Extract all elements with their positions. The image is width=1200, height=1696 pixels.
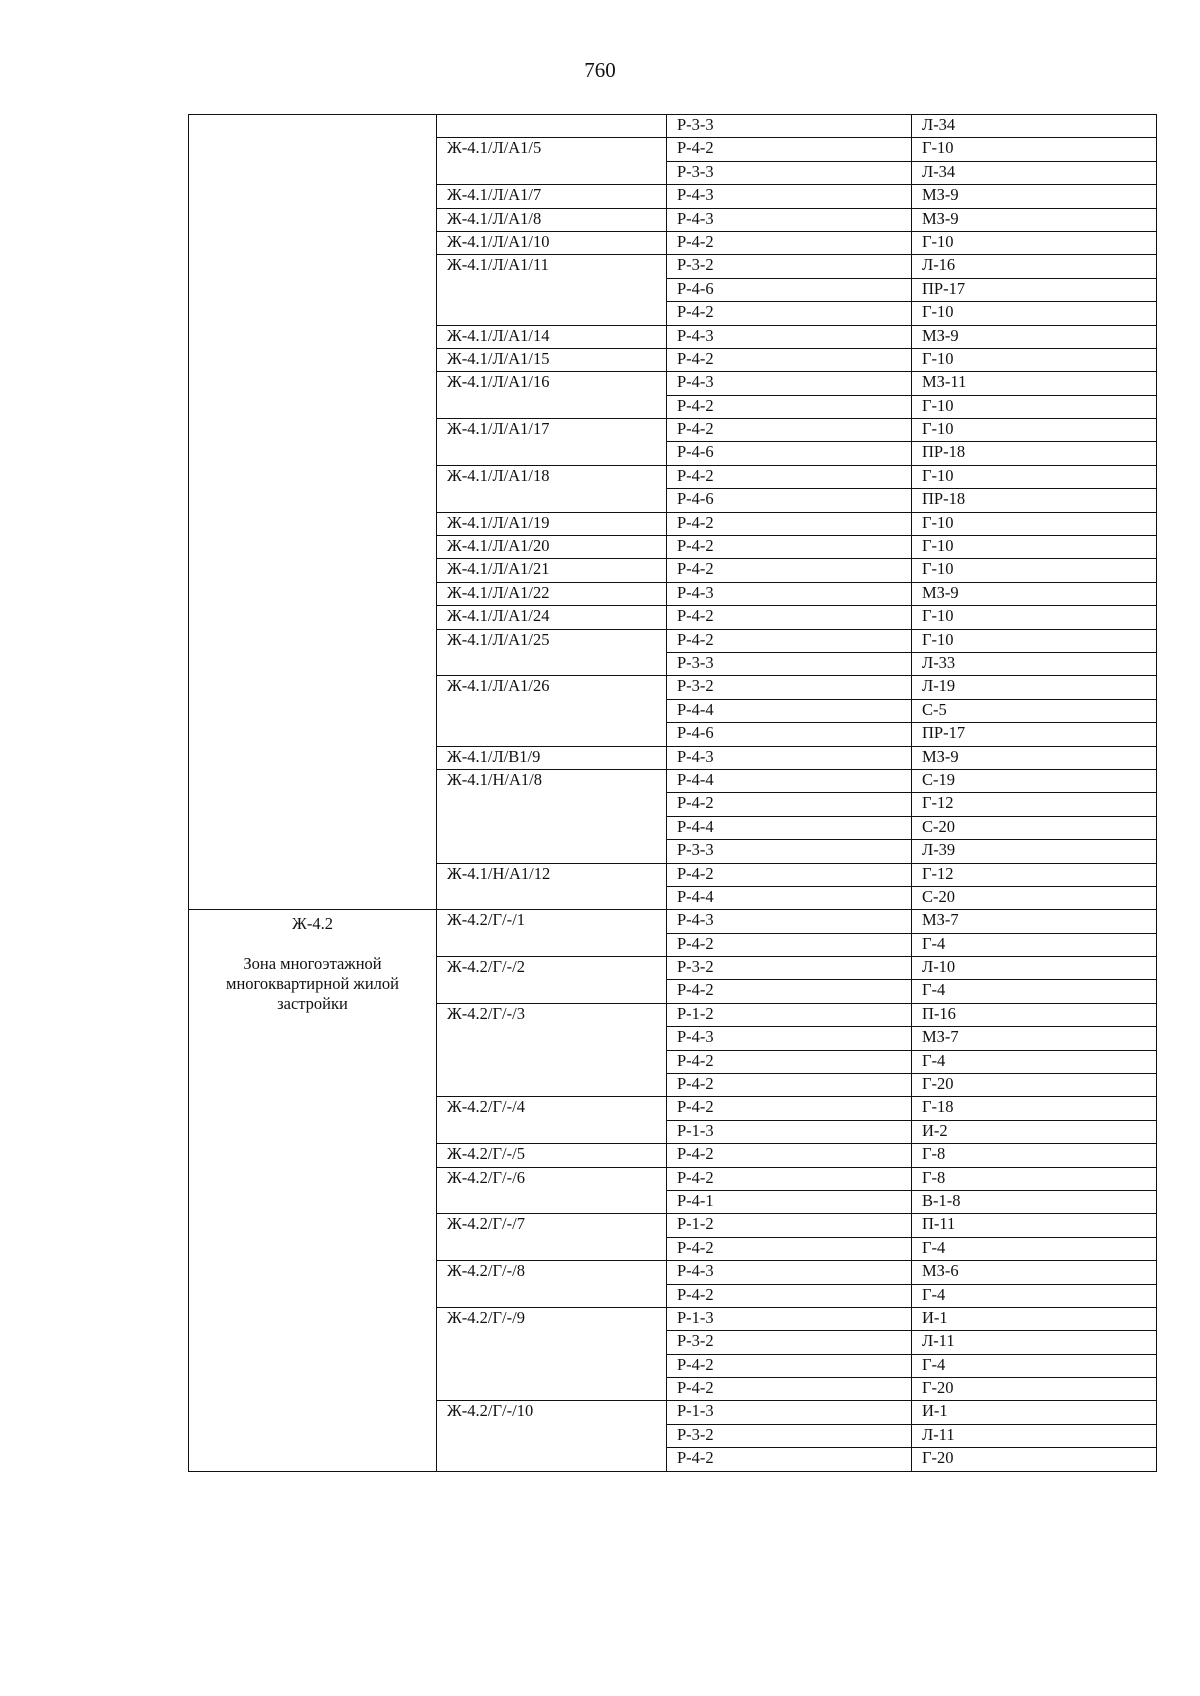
object-code-cell: Г-10 bbox=[912, 231, 1157, 254]
regulation-code-cell: Р-4-2 bbox=[667, 231, 912, 254]
object-code-cell: МЗ-9 bbox=[912, 746, 1157, 769]
object-code-cell: Г-10 bbox=[912, 302, 1157, 325]
plot-id-cell: Ж-4.1/Л/А1/18 bbox=[437, 465, 667, 488]
zoning-table-body bbox=[189, 115, 1157, 1472]
plot-id-cell: Ж-4.1/Л/А1/24 bbox=[437, 606, 667, 629]
regulation-code-cell: Р-4-3 bbox=[667, 208, 912, 231]
regulation-code-cell: Р-1-2 bbox=[667, 1214, 912, 1237]
object-code-cell: Г-4 bbox=[912, 1237, 1157, 1260]
object-code-cell: Л-34 bbox=[912, 161, 1157, 184]
plot-id-cell: Ж-4.2/Г/-/10 bbox=[437, 1401, 667, 1424]
regulation-code-cell: Р-4-2 bbox=[667, 1284, 912, 1307]
regulation-code-cell: Р-4-3 bbox=[667, 185, 912, 208]
object-code-cell: ПР-17 bbox=[912, 278, 1157, 301]
plot-id-cell: Ж-4.1/Л/А1/20 bbox=[437, 536, 667, 559]
regulation-code-cell: Р-4-2 bbox=[667, 980, 912, 1003]
plot-id-cell: Ж-4.1/Л/А1/5 bbox=[437, 138, 667, 161]
regulation-code-cell: Р-4-2 bbox=[667, 863, 912, 886]
regulation-code-cell: Р-4-2 bbox=[667, 419, 912, 442]
object-code-cell: Л-19 bbox=[912, 676, 1157, 699]
object-code-cell: МЗ-6 bbox=[912, 1261, 1157, 1284]
plot-id-cell: Ж-4.2/Г/-/8 bbox=[437, 1261, 667, 1284]
object-code-cell: Г-8 bbox=[912, 1167, 1157, 1190]
plot-id-cell bbox=[437, 652, 667, 675]
regulation-code-cell: Р-4-2 bbox=[667, 302, 912, 325]
object-code-cell: Г-20 bbox=[912, 1378, 1157, 1401]
zone-name: Зона многоэтажной многоквартирной жилой застройки bbox=[226, 954, 399, 1014]
regulation-code-cell: Р-4-2 bbox=[667, 793, 912, 816]
regulation-code-cell: Р-3-3 bbox=[667, 840, 912, 863]
object-code-cell: И-1 bbox=[912, 1307, 1157, 1330]
object-code-cell: С-20 bbox=[912, 816, 1157, 839]
plot-id-cell: Ж-4.1/Л/А1/22 bbox=[437, 582, 667, 605]
plot-id-cell: Ж-4.2/Г/-/9 bbox=[437, 1307, 667, 1330]
object-code-cell: МЗ-9 bbox=[912, 325, 1157, 348]
regulation-code-cell: Р-4-3 bbox=[667, 910, 912, 933]
regulation-code-cell: Р-4-4 bbox=[667, 816, 912, 839]
plot-id-cell bbox=[437, 1331, 667, 1354]
object-code-cell: С-20 bbox=[912, 886, 1157, 909]
plot-id-cell: Ж-4.2/Г/-/1 bbox=[437, 910, 667, 933]
object-code-cell: МЗ-9 bbox=[912, 185, 1157, 208]
object-code-cell: Л-34 bbox=[912, 115, 1157, 138]
regulation-code-cell: Р-4-2 bbox=[667, 1378, 912, 1401]
regulation-code-cell: Р-4-2 bbox=[667, 933, 912, 956]
regulation-code-cell: Р-4-2 bbox=[667, 1074, 912, 1097]
object-code-cell: Г-4 bbox=[912, 1284, 1157, 1307]
regulation-code-cell: Р-4-3 bbox=[667, 325, 912, 348]
object-code-cell: Г-10 bbox=[912, 395, 1157, 418]
plot-id-cell: Ж-4.1/Л/А1/16 bbox=[437, 372, 667, 395]
object-code-cell: Г-12 bbox=[912, 863, 1157, 886]
object-code-cell: Г-18 bbox=[912, 1097, 1157, 1120]
plot-id-cell: Ж-4.1/Л/А1/15 bbox=[437, 348, 667, 371]
plot-id-cell: Ж-4.2/Г/-/7 bbox=[437, 1214, 667, 1237]
regulation-code-cell: Р-4-3 bbox=[667, 746, 912, 769]
object-code-cell: Л-11 bbox=[912, 1331, 1157, 1354]
regulation-code-cell: Р-4-3 bbox=[667, 372, 912, 395]
regulation-code-cell: Р-4-3 bbox=[667, 582, 912, 605]
object-code-cell: В-1-8 bbox=[912, 1190, 1157, 1213]
plot-id-cell: Ж-4.1/Л/А1/17 bbox=[437, 419, 667, 442]
plot-id-cell bbox=[437, 723, 667, 746]
plot-id-cell bbox=[437, 278, 667, 301]
plot-id-cell bbox=[437, 1448, 667, 1471]
object-code-cell: И-1 bbox=[912, 1401, 1157, 1424]
object-code-cell: Г-12 bbox=[912, 793, 1157, 816]
object-code-cell: Г-8 bbox=[912, 1144, 1157, 1167]
object-code-cell: Л-10 bbox=[912, 957, 1157, 980]
plot-id-cell: Ж-4.2/Г/-/2 bbox=[437, 957, 667, 980]
plot-id-cell: Ж-4.1/Л/А1/8 bbox=[437, 208, 667, 231]
plot-id-cell: Ж-4.2/Г/-/3 bbox=[437, 1003, 667, 1026]
object-code-cell: С-5 bbox=[912, 699, 1157, 722]
regulation-code-cell: Р-4-2 bbox=[667, 138, 912, 161]
plot-id-cell bbox=[437, 933, 667, 956]
regulation-code-cell: Р-3-2 bbox=[667, 255, 912, 278]
table-row bbox=[189, 910, 1157, 933]
plot-id-cell bbox=[437, 1074, 667, 1097]
object-code-cell: П-16 bbox=[912, 1003, 1157, 1026]
regulation-code-cell: Р-4-2 bbox=[667, 1167, 912, 1190]
plot-id-cell bbox=[437, 442, 667, 465]
object-code-cell: Г-10 bbox=[912, 606, 1157, 629]
plot-id-cell: Ж-4.1/Л/А1/21 bbox=[437, 559, 667, 582]
table-row bbox=[189, 115, 1157, 138]
zone-code: Ж-4.2 bbox=[292, 914, 333, 934]
plot-id-cell bbox=[437, 489, 667, 512]
plot-id-cell bbox=[437, 1237, 667, 1260]
plot-id-cell bbox=[437, 395, 667, 418]
object-code-cell: Г-4 bbox=[912, 980, 1157, 1003]
plot-id-cell bbox=[437, 1027, 667, 1050]
plot-id-cell: Ж-4.2/Г/-/5 bbox=[437, 1144, 667, 1167]
regulation-code-cell: Р-4-2 bbox=[667, 629, 912, 652]
object-code-cell: МЗ-7 bbox=[912, 910, 1157, 933]
regulation-code-cell: Р-4-6 bbox=[667, 723, 912, 746]
plot-id-cell: Ж-4.1/Л/А1/14 bbox=[437, 325, 667, 348]
regulation-code-cell: Р-4-4 bbox=[667, 886, 912, 909]
regulation-code-cell: Р-4-6 bbox=[667, 489, 912, 512]
regulation-code-cell: Р-1-3 bbox=[667, 1307, 912, 1330]
object-code-cell: Г-10 bbox=[912, 138, 1157, 161]
object-code-cell: Г-10 bbox=[912, 536, 1157, 559]
regulation-code-cell: Р-4-3 bbox=[667, 1261, 912, 1284]
plot-id-cell bbox=[437, 886, 667, 909]
regulation-code-cell: Р-3-3 bbox=[667, 652, 912, 675]
object-code-cell: П-11 bbox=[912, 1214, 1157, 1237]
plot-id-cell bbox=[437, 302, 667, 325]
plot-id-cell bbox=[437, 115, 667, 138]
object-code-cell: Л-11 bbox=[912, 1424, 1157, 1447]
object-code-cell: МЗ-11 bbox=[912, 372, 1157, 395]
object-code-cell: С-19 bbox=[912, 769, 1157, 792]
zoning-table bbox=[188, 114, 1157, 1472]
plot-id-cell bbox=[437, 980, 667, 1003]
plot-id-cell bbox=[437, 161, 667, 184]
plot-id-cell bbox=[437, 1354, 667, 1377]
object-code-cell: Г-4 bbox=[912, 1050, 1157, 1073]
regulation-code-cell: Р-4-2 bbox=[667, 395, 912, 418]
plot-id-cell: Ж-4.1/Л/А1/10 bbox=[437, 231, 667, 254]
object-code-cell: Л-39 bbox=[912, 840, 1157, 863]
object-code-cell: Г-20 bbox=[912, 1074, 1157, 1097]
plot-id-cell: Ж-4.1/Л/А1/7 bbox=[437, 185, 667, 208]
zone-cell bbox=[189, 910, 437, 1471]
plot-id-cell: Ж-4.1/Н/А1/8 bbox=[437, 769, 667, 792]
object-code-cell: Г-4 bbox=[912, 933, 1157, 956]
regulation-code-cell: Р-4-6 bbox=[667, 442, 912, 465]
object-code-cell: Л-16 bbox=[912, 255, 1157, 278]
object-code-cell: ПР-17 bbox=[912, 723, 1157, 746]
plot-id-cell bbox=[437, 1284, 667, 1307]
regulation-code-cell: Р-1-3 bbox=[667, 1401, 912, 1424]
object-code-cell: МЗ-9 bbox=[912, 208, 1157, 231]
plot-id-cell: Ж-4.2/Г/-/4 bbox=[437, 1097, 667, 1120]
object-code-cell: ПР-18 bbox=[912, 442, 1157, 465]
plot-id-cell: Ж-4.1/Л/В1/9 bbox=[437, 746, 667, 769]
plot-id-cell bbox=[437, 816, 667, 839]
object-code-cell: ПР-18 bbox=[912, 489, 1157, 512]
regulation-code-cell: Р-4-2 bbox=[667, 1448, 912, 1471]
regulation-code-cell: Р-4-6 bbox=[667, 278, 912, 301]
regulation-code-cell: Р-4-2 bbox=[667, 1237, 912, 1260]
plot-id-cell bbox=[437, 1378, 667, 1401]
regulation-code-cell: Р-4-2 bbox=[667, 1050, 912, 1073]
plot-id-cell bbox=[437, 1050, 667, 1073]
plot-id-cell bbox=[437, 793, 667, 816]
regulation-code-cell: Р-3-2 bbox=[667, 1424, 912, 1447]
object-code-cell: Г-4 bbox=[912, 1354, 1157, 1377]
object-code-cell: И-2 bbox=[912, 1120, 1157, 1143]
plot-id-cell: Ж-4.1/Л/А1/11 bbox=[437, 255, 667, 278]
object-code-cell: Г-10 bbox=[912, 465, 1157, 488]
plot-id-cell bbox=[437, 1424, 667, 1447]
regulation-code-cell: Р-3-2 bbox=[667, 676, 912, 699]
object-code-cell: МЗ-9 bbox=[912, 582, 1157, 605]
regulation-code-cell: Р-4-2 bbox=[667, 348, 912, 371]
object-code-cell: Л-33 bbox=[912, 652, 1157, 675]
plot-id-cell bbox=[437, 699, 667, 722]
plot-id-cell: Ж-4.2/Г/-/6 bbox=[437, 1167, 667, 1190]
regulation-code-cell: Р-4-2 bbox=[667, 1354, 912, 1377]
regulation-code-cell: Р-4-2 bbox=[667, 606, 912, 629]
object-code-cell: Г-10 bbox=[912, 348, 1157, 371]
object-code-cell: Г-10 bbox=[912, 559, 1157, 582]
regulation-code-cell: Р-4-2 bbox=[667, 536, 912, 559]
object-code-cell: Г-10 bbox=[912, 629, 1157, 652]
regulation-code-cell: Р-3-3 bbox=[667, 161, 912, 184]
plot-id-cell: Ж-4.1/Л/А1/19 bbox=[437, 512, 667, 535]
object-code-cell: МЗ-7 bbox=[912, 1027, 1157, 1050]
regulation-code-cell: Р-4-2 bbox=[667, 559, 912, 582]
regulation-code-cell: Р-3-2 bbox=[667, 957, 912, 980]
regulation-code-cell: Р-4-3 bbox=[667, 1027, 912, 1050]
page-number: 760 bbox=[584, 58, 616, 82]
plot-id-cell bbox=[437, 1120, 667, 1143]
plot-id-cell bbox=[437, 1190, 667, 1213]
regulation-code-cell: Р-4-2 bbox=[667, 465, 912, 488]
regulation-code-cell: Р-4-4 bbox=[667, 699, 912, 722]
regulation-code-cell: Р-3-3 bbox=[667, 115, 912, 138]
zone-cell bbox=[189, 115, 437, 910]
regulation-code-cell: Р-4-2 bbox=[667, 1144, 912, 1167]
regulation-code-cell: Р-4-2 bbox=[667, 1097, 912, 1120]
regulation-code-cell: Р-4-4 bbox=[667, 769, 912, 792]
regulation-code-cell: Р-1-2 bbox=[667, 1003, 912, 1026]
regulation-code-cell: Р-3-2 bbox=[667, 1331, 912, 1354]
plot-id-cell: Ж-4.1/Л/А1/25 bbox=[437, 629, 667, 652]
plot-id-cell: Ж-4.1/Л/А1/26 bbox=[437, 676, 667, 699]
object-code-cell: Г-10 bbox=[912, 512, 1157, 535]
plot-id-cell: Ж-4.1/Н/А1/12 bbox=[437, 863, 667, 886]
regulation-code-cell: Р-4-2 bbox=[667, 512, 912, 535]
object-code-cell: Г-10 bbox=[912, 419, 1157, 442]
regulation-code-cell: Р-1-3 bbox=[667, 1120, 912, 1143]
plot-id-cell bbox=[437, 840, 667, 863]
regulation-code-cell: Р-4-1 bbox=[667, 1190, 912, 1213]
object-code-cell: Г-20 bbox=[912, 1448, 1157, 1471]
